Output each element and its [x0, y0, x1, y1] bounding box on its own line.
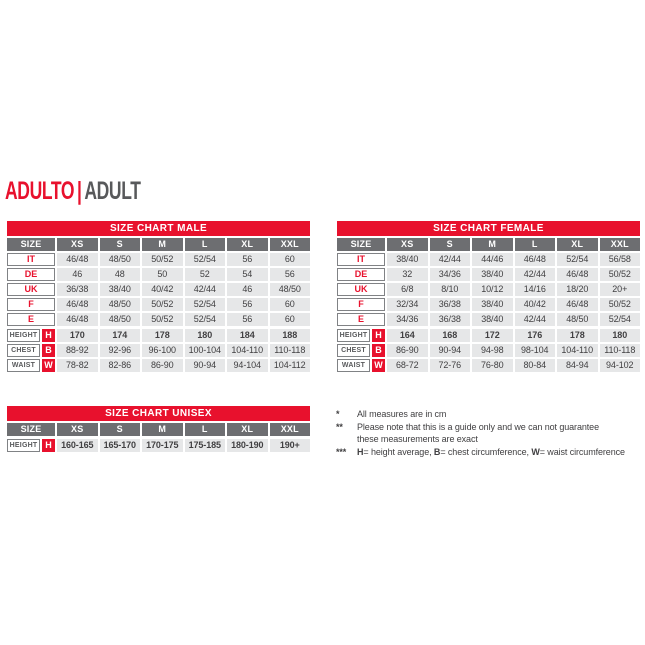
size-cell-de-l: 42/44: [515, 268, 556, 281]
size-cell-f-l: 40/42: [515, 298, 556, 311]
row-label-f: F: [7, 298, 55, 311]
footnote-fragment: these measurements are exact: [357, 434, 478, 444]
row-label-uk: UK: [7, 283, 55, 296]
chart-title-female: SIZE CHART FEMALE: [337, 221, 640, 236]
measure-cell-waist-m: 86-90: [142, 359, 183, 372]
page-title-italian: ADULTO: [5, 177, 75, 205]
size-cell-e-s: 48/50: [100, 313, 141, 326]
page-title: [5, 179, 199, 203]
size-cell-it-xl: 52/54: [557, 253, 598, 266]
measure-cell-chest-xl: 104-110: [227, 344, 268, 357]
footnote-fragment: = waist circumference: [539, 446, 625, 457]
size-cell-uk-m: 40/42: [142, 283, 183, 296]
size-cell-it-m: 44/46: [472, 253, 513, 266]
measure-letter-h: H: [42, 329, 55, 342]
size-cell-f-xxl: 60: [270, 298, 311, 311]
measure-cell-chest-l: 100-104: [185, 344, 226, 357]
size-cell-e-xs: 34/36: [387, 313, 428, 326]
measure-label-height: HEIGHT: [7, 439, 40, 452]
footnote-term: H: [357, 446, 364, 457]
measure-cell-waist-xs: 68-72: [387, 359, 428, 372]
measure-cell-chest-s: 90-94: [430, 344, 471, 357]
size-cell-de-xxl: 50/52: [600, 268, 641, 281]
measure-grid-female: [337, 329, 640, 372]
size-cell-de-xs: 46: [57, 268, 98, 281]
size-chart-unisex-table: [7, 406, 310, 452]
measure-cell-height-m: 170-175: [142, 439, 183, 452]
row-label-de: DE: [7, 268, 55, 281]
measure-cell-waist-s: 72-76: [430, 359, 471, 372]
column-header-xxl: XXL: [600, 238, 641, 251]
size-cell-de-xl: 46/48: [557, 268, 598, 281]
measure-cell-height-xs: 164: [387, 329, 428, 342]
size-cell-it-xxl: 60: [270, 253, 311, 266]
size-cell-de-xs: 32: [387, 268, 428, 281]
size-cell-uk-m: 10/12: [472, 283, 513, 296]
column-header-xs: XS: [387, 238, 428, 251]
size-cell-e-xl: 48/50: [557, 313, 598, 326]
page-title-separator: |: [76, 177, 82, 205]
measure-cell-chest-m: 96-100: [142, 344, 183, 357]
size-cell-f-xl: 46/48: [557, 298, 598, 311]
column-header-s: S: [430, 238, 471, 251]
size-cell-uk-xxl: 48/50: [270, 283, 311, 296]
size-cell-it-s: 48/50: [100, 253, 141, 266]
size-cell-f-xs: 32/34: [387, 298, 428, 311]
size-cell-e-xxl: 60: [270, 313, 311, 326]
measure-letter-b: B: [42, 344, 55, 357]
measure-cell-waist-xs: 78-82: [57, 359, 98, 372]
size-cell-uk-xl: 18/20: [557, 283, 598, 296]
size-cell-uk-xs: 36/38: [57, 283, 98, 296]
footnote-1: [336, 408, 644, 421]
measure-label-chest: CHEST: [337, 344, 370, 357]
size-cell-it-xs: 38/40: [387, 253, 428, 266]
size-cell-f-xs: 46/48: [57, 298, 98, 311]
measure-row-header-chest: [7, 344, 55, 357]
measure-letter-w: W: [42, 359, 55, 372]
measure-cell-waist-xxl: 104-112: [270, 359, 311, 372]
footnote-fragment: = height average,: [363, 446, 434, 457]
column-header-xs: XS: [57, 423, 98, 436]
row-label-e: E: [337, 313, 385, 326]
measure-cell-waist-s: 82-86: [100, 359, 141, 372]
measure-row-header-height: [337, 329, 385, 342]
column-header-xl: XL: [227, 423, 268, 436]
measure-cell-height-s: 174: [100, 329, 141, 342]
measure-cell-height-l: 180: [185, 329, 226, 342]
footnote-3: [336, 446, 644, 459]
column-header-xxl: XXL: [270, 238, 311, 251]
measure-cell-height-m: 172: [472, 329, 513, 342]
measure-cell-chest-xl: 104-110: [557, 344, 598, 357]
size-cell-it-s: 42/44: [430, 253, 471, 266]
page-title-text: [5, 179, 141, 203]
measure-letter-b: B: [372, 344, 385, 357]
measure-label-waist: WAIST: [337, 359, 370, 372]
footnote-marker: **: [336, 421, 343, 432]
measure-row-header-waist: [337, 359, 385, 372]
size-cell-e-xxl: 52/54: [600, 313, 641, 326]
size-cell-e-m: 50/52: [142, 313, 183, 326]
measure-row-header-chest: [337, 344, 385, 357]
size-cell-it-xs: 46/48: [57, 253, 98, 266]
column-header-xxl: XXL: [270, 423, 311, 436]
measure-cell-height-xxl: 188: [270, 329, 311, 342]
measure-label-waist: WAIST: [7, 359, 40, 372]
size-cell-de-l: 52: [185, 268, 226, 281]
size-cell-de-xl: 54: [227, 268, 268, 281]
size-cell-e-l: 52/54: [185, 313, 226, 326]
column-header-l: L: [515, 238, 556, 251]
footnote-term: W: [531, 446, 540, 457]
footnote-text: [357, 446, 644, 459]
measure-label-height: HEIGHT: [7, 329, 40, 342]
measure-cell-waist-xl: 94-104: [227, 359, 268, 372]
column-header-s: S: [100, 423, 141, 436]
row-label-it: IT: [337, 253, 385, 266]
measure-cell-waist-m: 76-80: [472, 359, 513, 372]
footnote-term: B: [433, 446, 441, 457]
measure-grid-unisex: [7, 439, 310, 452]
column-header-m: M: [472, 238, 513, 251]
column-header-m: M: [142, 423, 183, 436]
size-cell-it-m: 50/52: [142, 253, 183, 266]
size-cell-uk-l: 14/16: [515, 283, 556, 296]
size-cell-it-l: 46/48: [515, 253, 556, 266]
column-header-l: L: [185, 238, 226, 251]
size-cell-it-xl: 56: [227, 253, 268, 266]
measure-letter-h: H: [42, 439, 55, 452]
size-cell-f-xxl: 50/52: [600, 298, 641, 311]
size-cell-uk-s: 8/10: [430, 283, 471, 296]
size-grid-male: [7, 238, 310, 326]
size-grid-unisex: [7, 423, 310, 436]
size-chart-female-table: [337, 221, 640, 372]
size-cell-e-s: 36/38: [430, 313, 471, 326]
measure-cell-height-xxl: 180: [600, 329, 641, 342]
footnote-marker: *: [336, 409, 340, 419]
footnotes: [336, 408, 644, 458]
size-cell-uk-xs: 6/8: [387, 283, 428, 296]
size-cell-de-m: 38/40: [472, 268, 513, 281]
measure-cell-height-xs: 160-165: [57, 439, 98, 452]
size-cell-f-s: 36/38: [430, 298, 471, 311]
column-header-size: SIZE: [337, 238, 385, 251]
size-cell-de-xxl: 56: [270, 268, 311, 281]
size-chart-male-table: [7, 221, 310, 372]
size-cell-e-l: 42/44: [515, 313, 556, 326]
measure-letter-w: W: [372, 359, 385, 372]
column-header-s: S: [100, 238, 141, 251]
footnote-2: [336, 421, 644, 446]
footnote-fragment: = chest circumference,: [440, 446, 532, 457]
measure-cell-height-l: 176: [515, 329, 556, 342]
measure-cell-chest-xs: 86-90: [387, 344, 428, 357]
size-cell-f-m: 50/52: [142, 298, 183, 311]
size-cell-de-s: 34/36: [430, 268, 471, 281]
measure-cell-height-s: 165-170: [100, 439, 141, 452]
measure-cell-height-m: 178: [142, 329, 183, 342]
size-cell-uk-s: 38/40: [100, 283, 141, 296]
size-cell-e-xs: 46/48: [57, 313, 98, 326]
row-label-it: IT: [7, 253, 55, 266]
measure-cell-height-xxl: 190+: [270, 439, 311, 452]
footnote-fragment: All measures are in cm: [357, 409, 447, 419]
measure-cell-waist-l: 90-94: [185, 359, 226, 372]
measure-cell-chest-xs: 88-92: [57, 344, 98, 357]
column-header-xs: XS: [57, 238, 98, 251]
size-cell-e-m: 38/40: [472, 313, 513, 326]
page-title-english: ADULT: [84, 177, 141, 205]
column-header-size: SIZE: [7, 238, 55, 251]
size-cell-f-l: 52/54: [185, 298, 226, 311]
measure-cell-chest-m: 94-98: [472, 344, 513, 357]
row-label-f: F: [337, 298, 385, 311]
column-header-m: M: [142, 238, 183, 251]
measure-cell-chest-xxl: 110-118: [270, 344, 311, 357]
measure-cell-height-xl: 184: [227, 329, 268, 342]
chart-title-male: SIZE CHART MALE: [7, 221, 310, 236]
footnote-marker: ***: [336, 446, 347, 457]
measure-cell-height-l: 175-185: [185, 439, 226, 452]
size-cell-uk-l: 42/44: [185, 283, 226, 296]
measure-label-height: HEIGHT: [337, 329, 370, 342]
measure-cell-height-s: 168: [430, 329, 471, 342]
measure-cell-waist-xl: 84-94: [557, 359, 598, 372]
measure-row-header-waist: [7, 359, 55, 372]
size-cell-de-s: 48: [100, 268, 141, 281]
size-cell-de-m: 50: [142, 268, 183, 281]
footnote-fragment: Please note that this is a guide only and we can not guarantee: [357, 421, 599, 432]
size-cell-it-l: 52/54: [185, 253, 226, 266]
row-label-e: E: [7, 313, 55, 326]
footnote-text: [357, 408, 644, 421]
size-cell-e-xl: 56: [227, 313, 268, 326]
column-header-xl: XL: [227, 238, 268, 251]
column-header-xl: XL: [557, 238, 598, 251]
measure-letter-h: H: [372, 329, 385, 342]
size-cell-uk-xxl: 20+: [600, 283, 641, 296]
size-cell-f-m: 38/40: [472, 298, 513, 311]
row-label-uk: UK: [337, 283, 385, 296]
column-header-l: L: [185, 423, 226, 436]
measure-row-header-height: [7, 439, 55, 452]
measure-cell-chest-s: 92-96: [100, 344, 141, 357]
chart-title-unisex: SIZE CHART UNISEX: [7, 406, 310, 421]
measure-grid-male: [7, 329, 310, 372]
measure-label-chest: CHEST: [7, 344, 40, 357]
measure-cell-waist-l: 80-84: [515, 359, 556, 372]
measure-cell-height-xl: 178: [557, 329, 598, 342]
size-cell-uk-xl: 46: [227, 283, 268, 296]
measure-cell-height-xs: 170: [57, 329, 98, 342]
row-label-de: DE: [337, 268, 385, 281]
measure-cell-waist-xxl: 94-102: [600, 359, 641, 372]
size-grid-female: [337, 238, 640, 326]
measure-cell-chest-l: 98-104: [515, 344, 556, 357]
footnote-text: [357, 421, 644, 446]
size-cell-it-xxl: 56/58: [600, 253, 641, 266]
measure-row-header-height: [7, 329, 55, 342]
measure-cell-chest-xxl: 110-118: [600, 344, 641, 357]
size-cell-f-s: 48/50: [100, 298, 141, 311]
column-header-size: SIZE: [7, 423, 55, 436]
size-cell-f-xl: 56: [227, 298, 268, 311]
measure-cell-height-xl: 180-190: [227, 439, 268, 452]
